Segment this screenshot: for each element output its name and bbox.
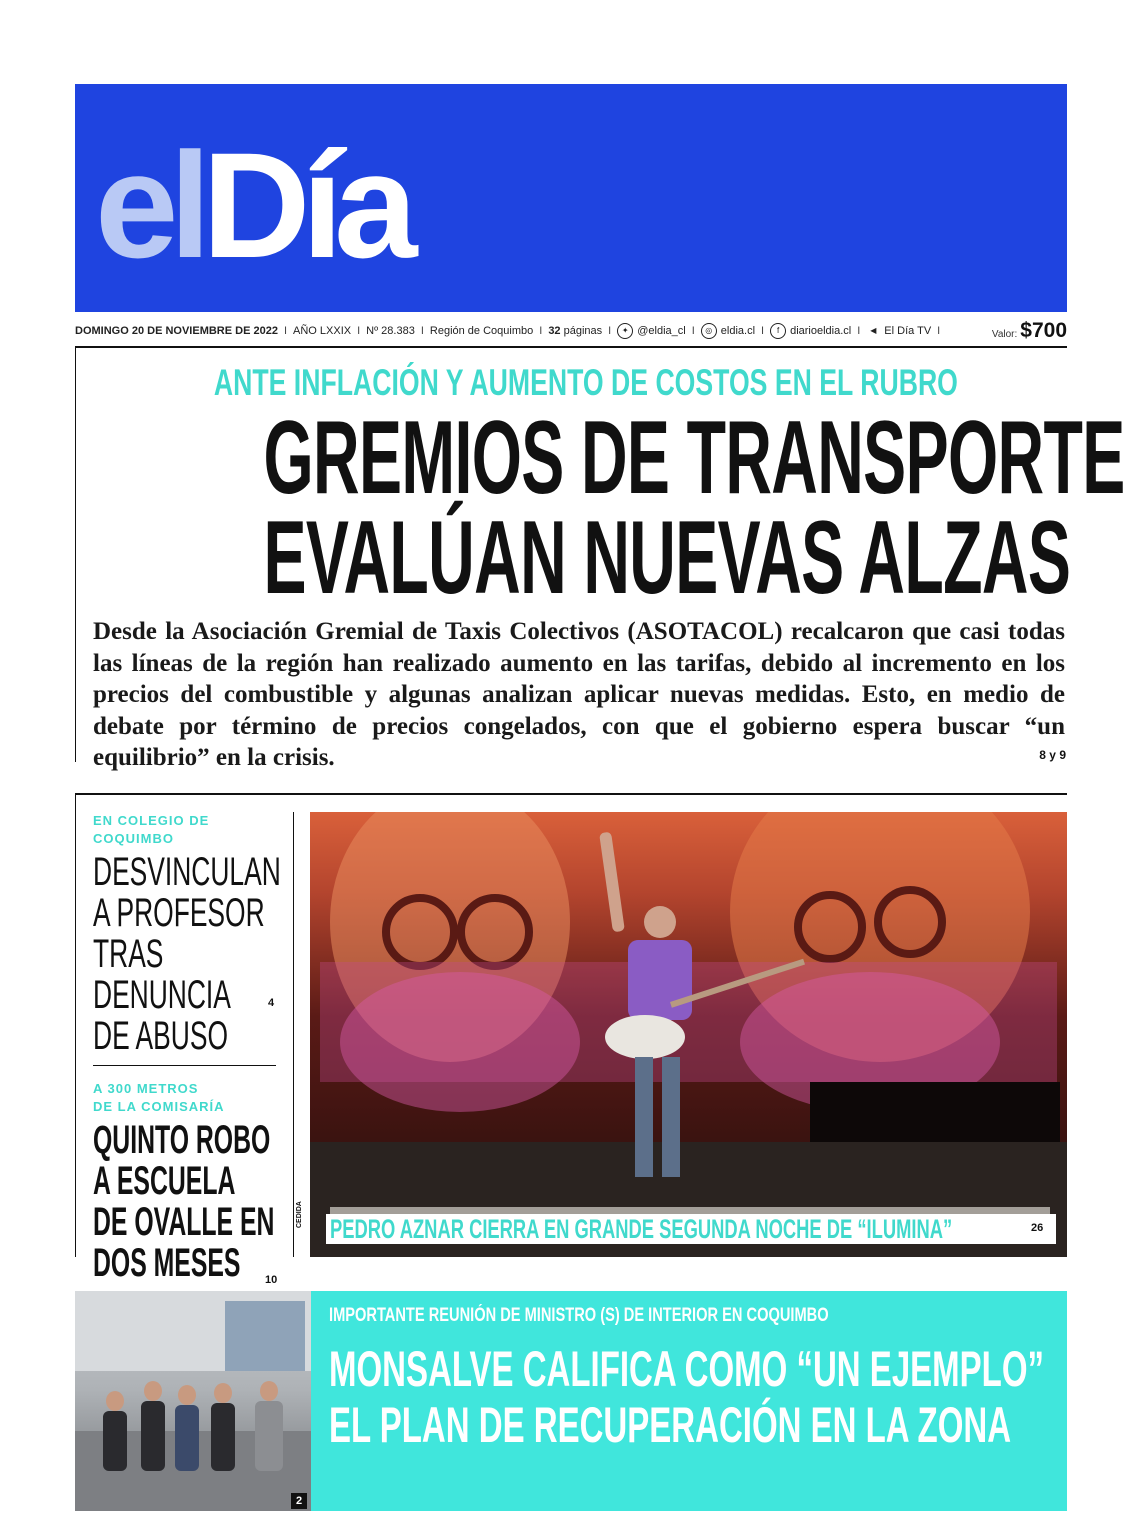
- price-value: $700: [1020, 319, 1067, 342]
- title-line: DE ABUSO: [93, 1014, 228, 1058]
- edition-region: Región de Coquimbo: [429, 325, 534, 337]
- tv-label[interactable]: El Día TV: [884, 325, 932, 337]
- masthead: [75, 84, 1067, 312]
- twitter-handle[interactable]: @eldia_cl: [637, 325, 686, 337]
- facebook-handle[interactable]: diarioeldia.cl: [790, 325, 852, 337]
- sidebar: [93, 812, 281, 1286]
- facebook-icon: f: [770, 323, 786, 339]
- headline-line: MONSALVE CALIFICA COMO “UN EJEMPLO”: [329, 1341, 1045, 1397]
- story-kicker: COQUIMBO: [93, 831, 174, 846]
- title-line: A ESCUELA: [93, 1159, 236, 1203]
- title-line: DOS MESES: [93, 1241, 241, 1285]
- divider: [75, 795, 76, 1257]
- concert-photo[interactable]: [310, 812, 1067, 1257]
- main-lede: Desde la Asociación Gremial de Taxis Colectivos (ASOTACOL) recalcaron que casi todas las líneas de la región han realizado aumento en las tarifas, debido al incremento en los precios del combustible y algunas analizan aplicar nuevas medidas. Esto, en medio de debate por término de precios congelados, con que el gobierno espera buscar “un equilibrio” en la crisis.: [93, 618, 1065, 771]
- pages-label: páginas: [563, 325, 603, 337]
- edition-info-bar: [75, 318, 1067, 344]
- divider: [75, 346, 76, 762]
- officials-photo-illustration: [75, 1291, 311, 1511]
- bottom-story[interactable]: [75, 1291, 1067, 1511]
- bottom-kicker: IMPORTANTE REUNIÓN DE MINISTRO (S) DE INTERIOR EN COQUIMBO: [329, 1305, 829, 1326]
- bottom-story-banner: [311, 1291, 1067, 1511]
- pages-count: 32: [548, 325, 561, 337]
- newspaper-logo: [95, 121, 409, 289]
- instagram-icon: ◎: [701, 323, 717, 339]
- separator: I: [608, 325, 612, 337]
- headline-line: EVALÚAN NUEVAS ALZAS: [263, 500, 1071, 616]
- sidebar-story[interactable]: [93, 1080, 278, 1284]
- title-line: TRAS DENUNCIA: [93, 932, 231, 1017]
- photo-caption: [326, 1214, 1056, 1244]
- caption-text: PEDRO AZNAR CIERRA EN GRANDE SEGUNDA NOCHE DE “ILUMINA”: [330, 1213, 953, 1244]
- concert-photo-illustration: [310, 812, 1067, 1257]
- title-line: DESVINCULAN: [93, 850, 281, 894]
- headline-line: EL PLAN DE RECUPERACIÓN EN LA ZONA: [329, 1397, 1012, 1453]
- page-reference: 10: [265, 1274, 278, 1286]
- separator: I: [691, 325, 695, 337]
- separator: I: [857, 325, 861, 337]
- edition-date: DOMINGO 20 DE NOVIEMBRE DE 2022: [75, 325, 278, 337]
- twitter-icon: ✦: [617, 323, 633, 339]
- bottom-headline: [329, 1341, 1044, 1453]
- separator: I: [539, 325, 543, 337]
- main-headline[interactable]: [263, 400, 1125, 616]
- title-line: A PROFESOR: [93, 891, 265, 935]
- price-label: Valor:: [991, 329, 1018, 340]
- divider: [75, 346, 1067, 348]
- page-reference: 8 y 9: [1039, 748, 1066, 762]
- edition-number: Nº 28.383: [366, 325, 415, 337]
- edition-year: AÑO LXXIX: [293, 325, 352, 337]
- photo-credit: CEDIDA: [296, 1201, 303, 1228]
- logo-dia: Día: [202, 121, 409, 289]
- price-box: [992, 319, 1067, 343]
- story-title: [93, 1120, 279, 1284]
- story-title: [93, 852, 284, 1057]
- divider: [293, 812, 294, 1257]
- story-kicker: EN COLEGIO DE: [93, 813, 210, 828]
- separator: I: [420, 325, 424, 337]
- page-reference: 4: [268, 997, 275, 1009]
- separator: I: [283, 325, 288, 337]
- story-kicker: DE LA COMISARÍA: [93, 1099, 225, 1114]
- title-line: QUINTO ROBO: [93, 1118, 271, 1162]
- separator: I: [937, 325, 941, 337]
- officials-photo: [75, 1291, 311, 1511]
- page-reference: 2: [291, 1493, 307, 1509]
- story-kicker: A 300 METROS: [93, 1081, 199, 1096]
- separator: I: [357, 325, 361, 337]
- separator: I: [761, 325, 765, 337]
- sidebar-story[interactable]: [93, 812, 281, 1058]
- logo-el: el: [95, 121, 203, 289]
- page-reference: 26: [1031, 1222, 1044, 1234]
- speaker-icon: ◀: [870, 326, 877, 335]
- divider: [93, 1065, 276, 1066]
- main-kicker: ANTE INFLACIÓN Y AUMENTO DE COSTOS EN EL RUBRO: [213, 362, 958, 403]
- instagram-handle[interactable]: eldia.cl: [720, 325, 756, 337]
- headline-line: GREMIOS DE TRANSPORTE: [263, 400, 1125, 516]
- divider: [75, 793, 1067, 795]
- title-line: DE OVALLE EN: [93, 1200, 275, 1244]
